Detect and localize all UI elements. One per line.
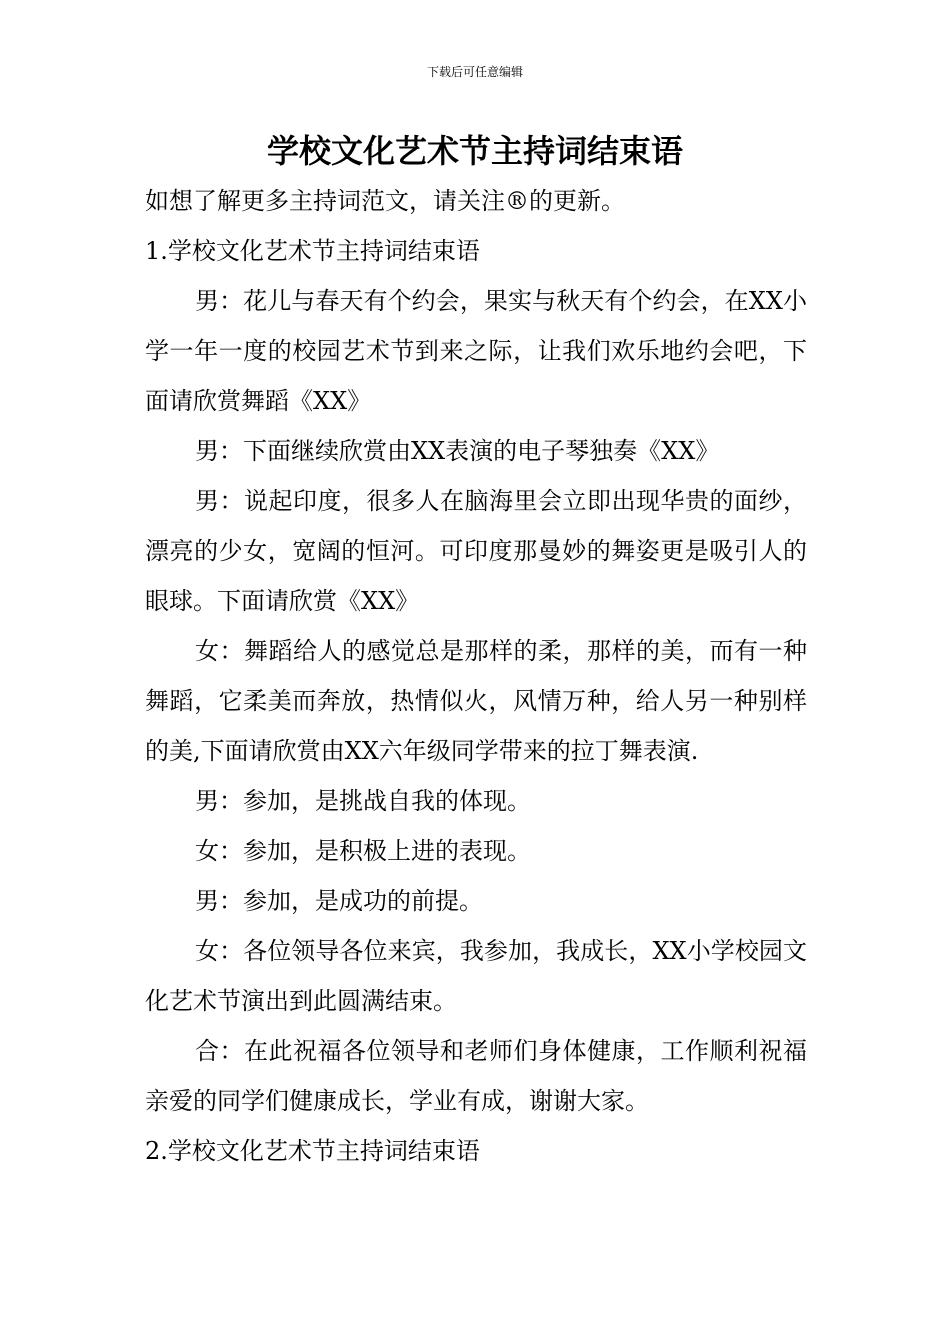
- document-title: 学校文化艺术节主持词结束语: [266, 132, 683, 170]
- section-heading-2: 2.学校文化艺术节主持词结束语: [145, 1137, 480, 1165]
- section-heading-1: 1.学校文化艺术节主持词结束语: [145, 237, 480, 265]
- paragraph: 男：下面继续欣赏由XX表演的电子琴独奏《XX》: [195, 437, 720, 465]
- paragraph: 女：各位领导各位来宾，我参加，我成长，XX小学校园文化艺术节演出到此圆满结束。: [145, 937, 807, 1015]
- intro-paragraph: 如想了解更多主持词范文，请关注®的更新。: [145, 187, 625, 215]
- paragraph: 合：在此祝福各位领导和老师们身体健康，工作顺利祝福亲爱的同学们健康成长，学业有成，谢谢大家。: [145, 1037, 807, 1115]
- paragraph: 男：参加，是成功的前提。: [195, 887, 483, 915]
- document-body: [145, 176, 807, 1176]
- paragraph: 女：参加，是积极上进的表现。: [195, 837, 531, 865]
- paragraph: 男：花儿与春天有个约会，果实与秋天有个约会，在XX小学一年一度的校园艺术节到来之际，让我们欢乐地约会吧，下面请欣赏舞蹈《XX》: [145, 287, 807, 415]
- paragraph: 男：参加，是挑战自我的体现。: [195, 787, 531, 815]
- header-note: 下载后可任意编辑: [426, 65, 523, 79]
- paragraph: 女：舞蹈给人的感觉总是那样的柔，那样的美，而有一种舞蹈，它柔美而奔放，热情似火，风情万种，给人另一种别样的美,下面请欣赏由XX六年级同学带来的拉丁舞表演.: [145, 637, 807, 765]
- paragraph: 男：说起印度，很多人在脑海里会立即出现华贵的面纱，漂亮的少女，宽阔的恒河。可印度那曼妙的舞姿更是吸引人的眼球。下面请欣赏《XX》: [145, 487, 807, 615]
